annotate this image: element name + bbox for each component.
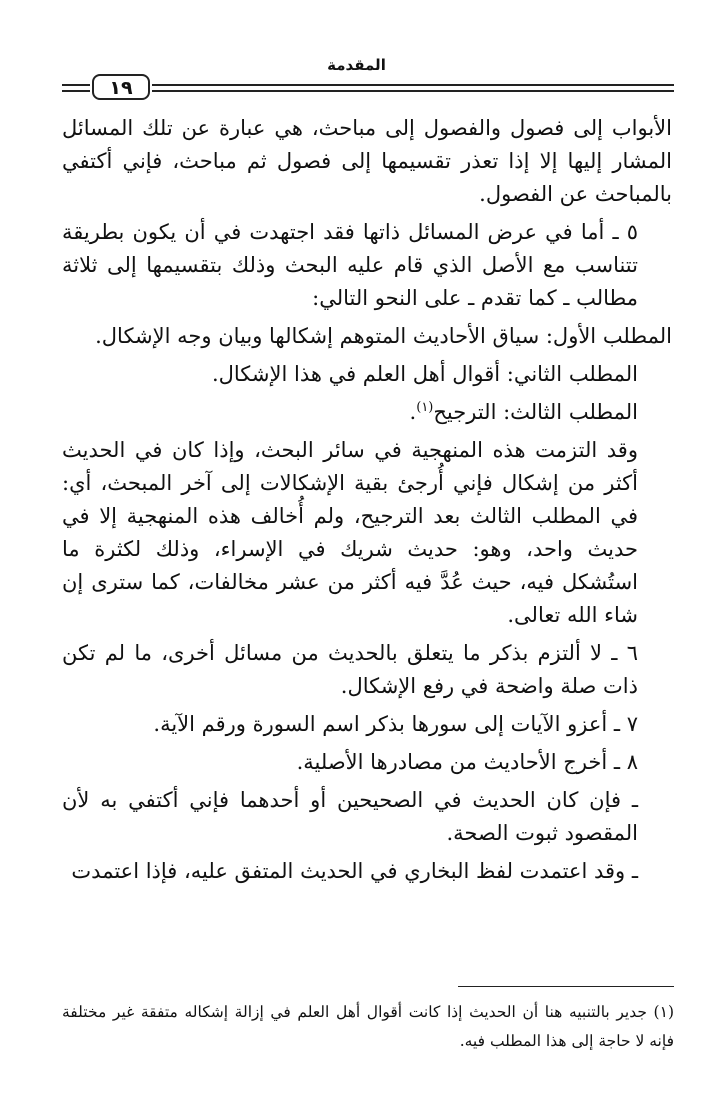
paragraph: ـ فإن كان الحديث في الصحيحين أو أحدهما فإني أكتفي به لأن المقصود ثبوت الصحة. bbox=[62, 788, 638, 845]
paragraph: ٥ ـ أما في عرض المسائل ذاتها فقد اجتهدت في أن يكون بطريقة تتناسب مع الأصل الذي قام عليه البحث وذلك بتقسيمها إلى ثلاثة مطالب ـ كما تقدم ـ على النحو التالي: bbox=[62, 220, 638, 310]
footnote: (١) جدير بالتنبيه هنا أن الحديث إذا كانت أقوال أهل العلم في إزالة إشكاله متفقة غير مختلفة فإنه لا حاجة إلى هذا المطلب فيه. bbox=[62, 1003, 674, 1050]
paragraph-tail: . bbox=[409, 400, 417, 424]
running-header-title: المقدمة bbox=[327, 56, 386, 74]
paragraph: الأبواب إلى فصول والفصول إلى مباحث، هي عبارة عن تلك المسائل المشار إليها إلا إذا تعذر تقسيمها إلى فصول ثم مباحث، فإني أكتفي بالمباحث عن الفصول. bbox=[62, 116, 672, 206]
paragraph: وقد التزمت هذه المنهجية في سائر البحث، وإذا كان في الحديث أكثر من إشكال فإني أُرجئ بقية الإشكالات إلى آخر المبحث، أي: في المطلب الثالث بعد الترجيح، ولم أُخالف هذه المنهجية إلا في حديث واحد، وهو: حديث شريك في الإسراء، وذلك لكثرة ما استُشكل فيه، حيث عُدَّ فيه أكثر من عشر مخالفات، كما سترى إن شاء الله تعالى. bbox=[62, 438, 638, 627]
paragraph-with-footnote bbox=[62, 396, 672, 429]
paragraph: المطلب الثاني: أقوال أهل العلم في هذا الإشكال. bbox=[211, 362, 638, 386]
paragraph: ٧ ـ أعزو الآيات إلى سورها بذكر اسم السورة ورقم الآية. bbox=[153, 712, 638, 736]
footnote-reference[interactable]: (١) bbox=[416, 400, 434, 415]
paragraph: المطلب الأول: سياق الأحاديث المتوهم إشكالها وبيان وجه الإشكال. bbox=[95, 324, 672, 348]
main-text bbox=[62, 112, 672, 893]
footnote-separator bbox=[458, 986, 674, 987]
paragraph-text: المطلب الثالث: الترجيح bbox=[433, 400, 638, 424]
paragraph: ٨ ـ أخرج الأحاديث من مصادرها الأصلية. bbox=[296, 750, 638, 774]
header-rule-left-top bbox=[62, 84, 90, 86]
header-rule-right-top bbox=[152, 84, 674, 86]
paragraph: ٦ ـ لا ألتزم بذكر ما يتعلق بالحديث من مسائل أخرى، ما لم تكن ذات صلة واضحة في رفع الإشكال. bbox=[62, 641, 638, 698]
page-number: ١٩ bbox=[92, 74, 150, 100]
header-rule-right-bottom bbox=[152, 90, 674, 92]
paragraph: ـ وقد اعتمدت لفظ البخاري في الحديث المتفق عليه، فإذا اعتمدت bbox=[71, 859, 638, 883]
header-rule-left-bottom bbox=[62, 90, 90, 92]
